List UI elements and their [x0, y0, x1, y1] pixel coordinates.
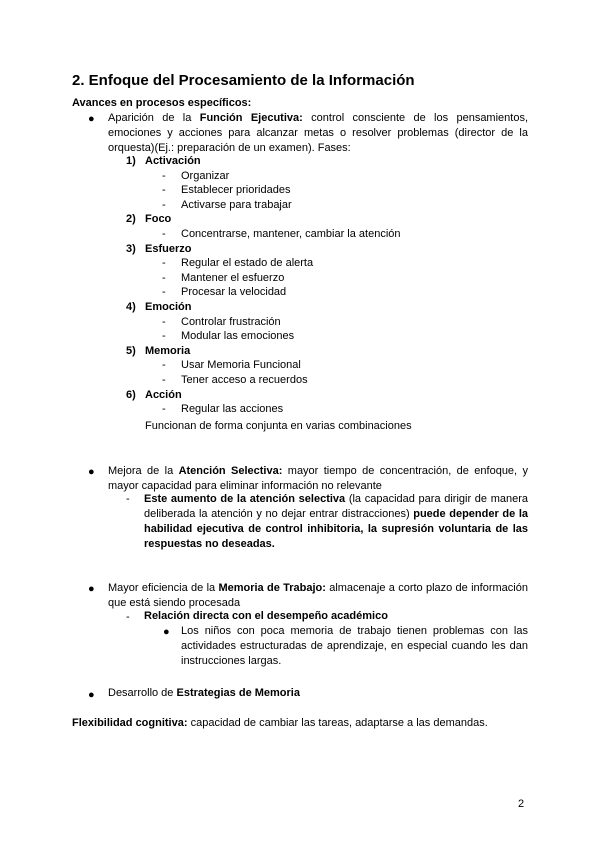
atencion-sub-text1: (la capacidad para dirigir de manera [345, 493, 528, 505]
atencion-pre: Mejora de la [108, 465, 179, 477]
phase-item: Concentrarse, mantener, cambiar la atención [181, 228, 401, 240]
phase-number: 4) [126, 301, 136, 313]
atencion-sub-bold2: puede depender de la [413, 508, 528, 520]
page-number: 2 [518, 798, 525, 810]
section-title: 2. Enfoque del Procesamiento de la Información [72, 72, 415, 89]
phase-label: Foco [145, 213, 172, 226]
dash-marker: - [162, 198, 166, 211]
fe-line2: emociones y acciones para alcanzar metas o resolver problemas (director de la [108, 127, 528, 139]
phase-number: 3) [126, 242, 136, 255]
atencion-sub-bold1: Este aumento de la atención selectiva [144, 493, 346, 505]
phase-item: Regular el estado de alerta [181, 257, 314, 270]
memoria-line2: información que está siendo procesada [108, 582, 528, 609]
dash-marker: - [126, 611, 130, 623]
phase-number: 2) [126, 213, 136, 226]
flexibilidad-bold: Flexibilidad cognitiva: [72, 717, 188, 729]
memoria-subsub-line1: Los niños con poca memoria de trabajo tienen problemas con las [181, 625, 528, 637]
bullet-icon: ● [163, 626, 170, 638]
fe-pre: Aparición de la [108, 112, 200, 124]
phase-item: Establecer prioridades [181, 184, 291, 197]
memoria-subsub-line2: actividades estructuradas de aprendizaje, en especial cuando les dan [181, 640, 528, 652]
phase-item: Tener acceso a recuerdos [181, 374, 308, 386]
phase-number: 5) [126, 344, 136, 357]
phase-label: Emoción [145, 301, 192, 313]
dash-marker: - [162, 403, 166, 416]
phase-item: Activarse para trabajar [181, 198, 292, 211]
phases-note: Funcionan de forma conjunta en varias combinaciones [145, 420, 412, 432]
phase-item: Usar Memoria Funcional [181, 359, 301, 372]
fe-bold: Función Ejecutiva: [199, 112, 303, 124]
atencion-post: mayor tiempo de concentración, de enfoque, y [282, 465, 528, 477]
atencion-line2: mayor capacidad para eliminar información no relevante [108, 480, 382, 492]
phase-item: Procesar la velocidad [181, 286, 287, 299]
estrategias-bold: Estrategias de Memoria [176, 687, 300, 699]
memoria-subsub-line3: instrucciones largas. [181, 655, 282, 667]
phase-item: Modular las emociones [181, 330, 295, 343]
dash-marker: - [162, 184, 166, 197]
phase-item: Regular las acciones [181, 403, 284, 416]
memoria-paragraph [108, 581, 528, 611]
bullet-icon: ● [88, 466, 95, 478]
memoria-pre: Mayor eficiencia de la [108, 582, 219, 594]
atencion-subparagraph [144, 492, 528, 552]
phase-number: 6) [126, 388, 136, 401]
dash-marker: - [126, 493, 130, 505]
bullet-icon: ● [88, 113, 95, 125]
bullet-icon: ● [88, 583, 95, 595]
memoria-bold: Memoria de Trabajo: [218, 582, 326, 594]
atencion-sub-bold3: habilidad ejecutiva de control inhibitoria, la supresión voluntaria de las [144, 523, 528, 535]
fe-paragraph [108, 111, 528, 156]
phase-number: 1) [126, 155, 136, 167]
dash-marker: - [162, 271, 166, 284]
estrategias-pre: Desarrollo de [108, 687, 177, 699]
dash-marker: - [162, 286, 166, 299]
flexibilidad-line [72, 717, 488, 729]
atencion-sub-bold4: respuestas no deseadas. [144, 538, 275, 550]
estrategias-line [108, 687, 300, 699]
dash-marker: - [162, 330, 166, 343]
phase-item: Controlar frustración [181, 315, 281, 328]
atencion-paragraph [108, 464, 528, 494]
atencion-sub-text2: deliberada la atención y no dejar entrar distracciones) [144, 508, 414, 520]
subheading: Avances en procesos específicos: [72, 97, 252, 109]
memoria-post: almacenaje a corto plazo de [325, 582, 468, 594]
dash-marker: - [162, 374, 166, 386]
phase-label: Activación [145, 155, 201, 167]
memoria-subsub-paragraph [181, 624, 528, 669]
atencion-bold: Atención Selectiva: [178, 465, 283, 477]
fe-line3: orquesta)(Ej.: preparación de un examen). Fases: [108, 142, 351, 154]
phase-label: Esfuerzo [145, 242, 192, 255]
dash-marker: - [162, 257, 166, 270]
memoria-sub-bold: Relación directa con el desempeño académico [144, 610, 388, 622]
bullet-icon: ● [88, 689, 95, 701]
phase-label: Acción [145, 388, 182, 401]
dash-marker: - [162, 169, 166, 182]
phase-label: Memoria [145, 344, 191, 357]
phase-item: Mantener el esfuerzo [181, 271, 285, 284]
flexibilidad-text: capacidad de cambiar las tareas, adaptarse a las demandas. [187, 717, 488, 729]
dash-marker: - [162, 228, 166, 240]
dash-marker: - [162, 315, 166, 328]
dash-marker: - [162, 359, 166, 372]
phase-item: Organizar [181, 169, 230, 182]
fe-post: control consciente de los pensamientos, [302, 112, 529, 124]
